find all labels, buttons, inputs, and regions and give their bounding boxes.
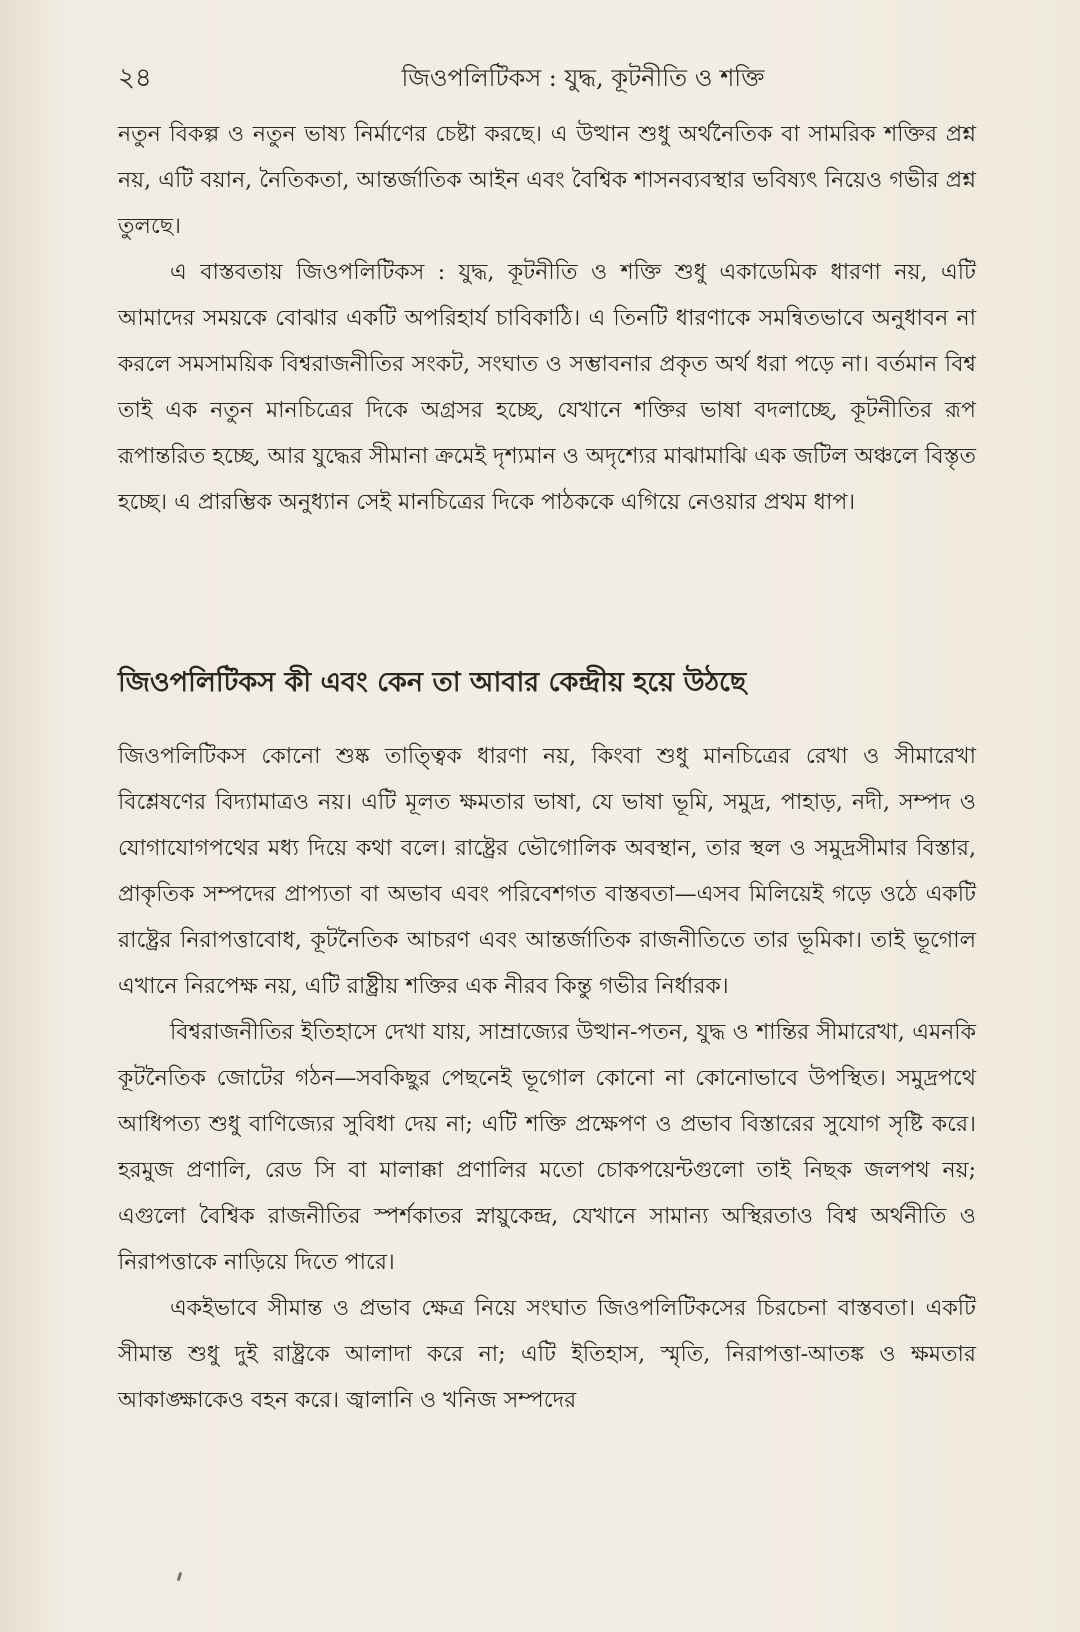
paragraph-3: জিওপলিটিকস কোনো শুষ্ক তাত্ত্বিক ধারণা নয়, কিংবা শুধু মানচিত্রের রেখা ও সীমারেখা বিশ্লেষণের বিদ্যামাত্রও নয়। এটি মূলত ক্ষমতার ভাষা, যে ভাষা ভূমি, সমুদ্র, পাহাড়, নদী, সম্পদ ও যোগাযোগপথের মধ্য দিয়ে কথা বলে। রাষ্ট্রের ভৌগোলিক অবস্থান, তার স্থল ও সমুদ্রসীমার বিস্তার, প্রাকৃতিক সম্পদের প্রাপ্যতা বা অভাব এবং পরিবেশগত বাস্তবতা—এসব মিলিয়েই গড়ে ওঠে একটি রাষ্ট্রের নিরাপত্তাবোধ, কূটনৈতিক আচরণ এবং আন্তর্জাতিক রাজনীতিতে তার ভূমিকা। তাই ভূগোল এখানে নিরপেক্ষ নয়, এটি রাষ্ট্রীয় শক্তির এক নীরব কিন্তু গভীর নির্ধারক। [118, 744, 976, 999]
text-block-top [118, 112, 976, 526]
running-title: জিওপলিটিকস : যুদ্ধ, কূটনীতি ও শক্তি [401, 64, 765, 92]
page-number: ২৪ [118, 63, 152, 93]
ink-mark [177, 1572, 183, 1581]
section-heading: জিওপলিটিকস কী এবং কেন তা আবার কেন্দ্রীয় হয়ে উঠছে [118, 667, 747, 698]
text-block-bottom [118, 734, 976, 1424]
paragraph-1: নতুন বিকল্প ও নতুন ভাষ্য নির্মাণের চেষ্টা করছে। এ উত্থান শুধু অর্থনৈতিক বা সামরিক শক্তির প্রশ্ন নয়, এটি বয়ান, নৈতিকতা, আন্তর্জাতিক আইন এবং বৈশ্বিক শাসনব্যবস্থার ভবিষ্যৎ নিয়েও গভীর প্রশ্ন তুলছে। [118, 122, 976, 239]
paragraph-4: বিশ্বরাজনীতির ইতিহাসে দেখা যায়, সাম্রাজ্যের উত্থান-পতন, যুদ্ধ ও শান্তির সীমারেখা, এমনকি কূটনৈতিক জোটের গঠন—সবকিছুর পেছনেই ভূগোল কোনো না কোনোভাবে উপস্থিত। সমুদ্রপথে আধিপত্য শুধু বাণিজ্যের সুবিধা দেয় না; এটি শক্তি প্রক্ষেপণ ও প্রভাব বিস্তারের সুযোগ সৃষ্টি করে। হরমুজ প্রণালি, রেড সি বা মালাক্কা প্রণালির মতো চোকপয়েন্টগুলো তাই নিছক জলপথ নয়; এগুলো বৈশ্বিক রাজনীতির স্পর্শকাতর স্নায়ুকেন্দ্র, যেখানে সামান্য অস্থিরতাও বিশ্ব অর্থনীতি ও নিরাপত্তাকে নাড়িয়ে দিতে পারে। [118, 1020, 976, 1275]
paragraph-2: এ বাস্তবতায় জিওপলিটিকস : যুদ্ধ, কূটনীতি ও শক্তি শুধু একাডেমিক ধারণা নয়, এটি আমাদের সময়কে বোঝার একটি অপরিহার্য চাবিকাঠি। এ তিনটি ধারণাকে সমন্বিতভাবে অনুধাবন না করলে সমসাময়িক বিশ্বরাজনীতির সংকট, সংঘাত ও সম্ভাবনার প্রকৃত অর্থ ধরা পড়ে না। বর্তমান বিশ্ব তাই এক নতুন মানচিত্রের দিকে অগ্রসর হচ্ছে, যেখানে শক্তির ভাষা বদলাচ্ছে, কূটনীতির রূপ রূপান্তরিত হচ্ছে, আর যুদ্ধের সীমানা ক্রমেই দৃশ্যমান ও অদৃশ্যের মাঝামাঝি এক জটিল অঞ্চলে বিস্তৃত হচ্ছে। এ প্রারম্ভিক অনুধ্যান সেই মানচিত্রের দিকে পাঠককে এগিয়ে নেওয়ার প্রথম ধাপ। [118, 260, 976, 515]
paragraph-5: একইভাবে সীমান্ত ও প্রভাব ক্ষেত্র নিয়ে সংঘাত জিওপলিটিকসের চিরচেনা বাস্তবতা। একটি সীমান্ত শুধু দুই রাষ্ট্রকে আলাদা করে না; এটি ইতিহাস, স্মৃতি, নিরাপত্তা-আতঙ্ক ও ক্ষমতার আকাঙ্ক্ষাকেও বহন করে। জ্বালানি ও খনিজ সম্পদের [118, 1296, 976, 1413]
page-header [118, 58, 978, 98]
